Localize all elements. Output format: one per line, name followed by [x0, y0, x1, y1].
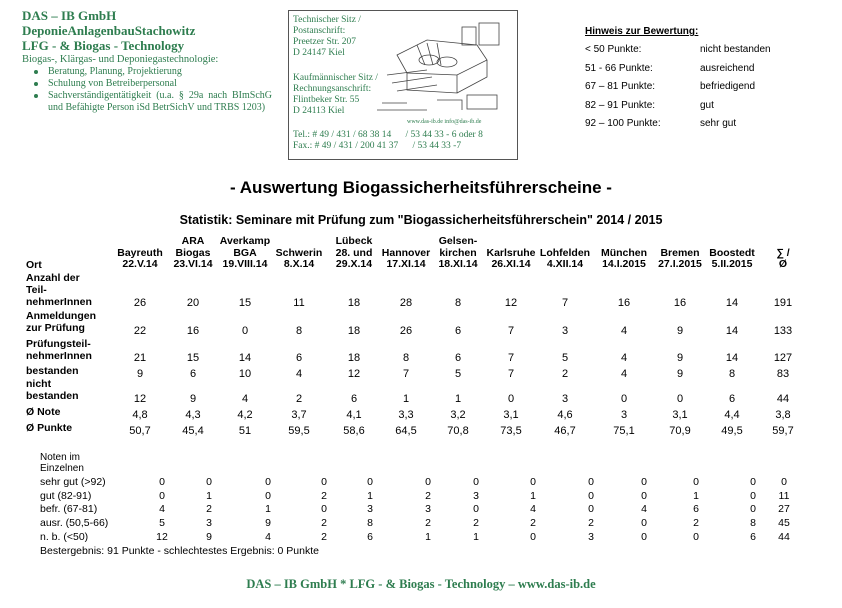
notes-cell: 0	[530, 531, 536, 543]
notes-cell: 12	[156, 531, 168, 543]
notes-cell: 0	[206, 476, 212, 488]
notes-cell: 1	[473, 531, 479, 543]
notes-cell: 0	[265, 476, 271, 488]
column-header-line: Gelsen-	[438, 235, 478, 247]
table-cell: 14	[238, 352, 252, 364]
notes-cell: 9	[265, 517, 271, 529]
table-cell: 6	[454, 325, 462, 337]
column-header-line: Lübeck	[335, 235, 373, 247]
table-cell: 50,7	[129, 425, 151, 437]
address-line: Technischer Sitz /	[293, 15, 361, 25]
table-cell: 8	[402, 352, 410, 364]
table-cell: 4	[241, 393, 249, 405]
column-header-line: 18.XI.14	[438, 258, 478, 270]
row-label-line: Anzahl der	[26, 272, 80, 284]
column-header	[753, 236, 813, 271]
address-line: Postanschrift:	[293, 26, 346, 36]
technical-address	[293, 15, 361, 59]
column-header-line	[481, 236, 541, 248]
notes-row-label: gut (82-91)	[40, 490, 92, 502]
table-cell: 59,5	[288, 425, 310, 437]
notes-cell: 0	[693, 531, 699, 543]
column-header-line: München	[600, 246, 648, 259]
table-cell: 9	[676, 368, 684, 380]
notes-cell: 27	[778, 503, 790, 515]
row-label-line: zur Prüfung	[26, 322, 85, 334]
table-cell: 44	[776, 393, 790, 405]
column-header-line: 27.I.2015	[658, 258, 702, 270]
notes-cell: 3	[588, 531, 594, 543]
column-header	[650, 236, 710, 271]
column-header-line: Biogas	[175, 246, 211, 259]
column-header-line	[269, 236, 329, 248]
column-header-line: Boostedt	[709, 246, 755, 259]
notes-cell: 0	[367, 476, 373, 488]
column-header-line: 17.XI.14	[386, 258, 426, 270]
service-item: Beratung, Planung, Projektierung	[48, 66, 272, 78]
table-cell: 4,2	[237, 409, 253, 421]
table-cell: 2	[561, 368, 569, 380]
notes-header-line: Noten im	[40, 452, 81, 463]
table-cell: 46,7	[554, 425, 576, 437]
table-cell: 12	[504, 297, 518, 309]
table-cell: 64,5	[395, 425, 417, 437]
notes-cell: 0	[530, 476, 536, 488]
table-cell: 8	[728, 368, 736, 380]
table-cell: 3,1	[503, 409, 519, 421]
notes-cell: 0	[265, 490, 271, 502]
row-label-line: Teil-	[26, 284, 47, 296]
notes-cell: 1	[693, 490, 699, 502]
notes-header	[40, 452, 84, 474]
legend-row	[585, 62, 755, 82]
table-cell: 3	[561, 393, 569, 405]
row-label	[26, 310, 96, 334]
table-cell: 14	[725, 352, 739, 364]
table-cell: 45,4	[182, 425, 204, 437]
table-cell: 5	[561, 352, 569, 364]
table-cell: 22	[133, 325, 147, 337]
table-cell: 4,3	[185, 409, 201, 421]
table-cell: 0	[676, 393, 684, 405]
notes-cell: 9	[206, 531, 212, 543]
notes-row-label: befr. (67-81)	[40, 503, 98, 515]
column-header-line: Bremen	[660, 246, 700, 259]
notes-cell: 4	[159, 503, 165, 515]
table-cell: 7	[507, 352, 515, 364]
notes-cell: 6	[693, 503, 699, 515]
notes-cell: 6	[367, 531, 373, 543]
table-cell: 70,9	[669, 425, 691, 437]
column-header-line	[376, 236, 436, 248]
legend-row	[585, 118, 737, 137]
notes-row-label: sehr gut (>92)	[40, 476, 106, 488]
table-cell: 12	[133, 393, 147, 405]
table-cell: 9	[676, 325, 684, 337]
row-label-line: nehmerInnen	[26, 350, 92, 362]
table-cell: 6	[350, 393, 358, 405]
notes-cell: 4	[641, 503, 647, 515]
column-header	[376, 236, 436, 271]
row-label-line: nehmerInnen	[26, 296, 92, 308]
biogas-plant-illustration	[367, 15, 512, 127]
column-header-line: 28. und	[335, 246, 373, 259]
row-label	[26, 338, 92, 362]
commercial-address	[293, 73, 378, 117]
table-cell: 8	[454, 297, 462, 309]
address-line: Flintbeker Str. 55	[293, 95, 360, 105]
column-header	[269, 236, 329, 271]
table-cell: 16	[673, 297, 687, 309]
table-cell: 191	[773, 297, 793, 309]
notes-cell: 1	[425, 531, 431, 543]
row-label-line: Ø Note	[26, 406, 61, 418]
row-label-line: Anmeldungen	[26, 310, 96, 322]
notes-cell: 0	[159, 490, 165, 502]
column-header-line: 19.VIII.14	[222, 258, 268, 270]
table-cell: 4,4	[724, 409, 740, 421]
row-label-line: bestanden	[26, 390, 79, 402]
table-cell: 8	[295, 325, 303, 337]
address-line: Kaufmännischer Sitz /	[293, 73, 378, 83]
column-header-line: 5.II.2015	[711, 258, 753, 270]
table-cell: 12	[347, 368, 361, 380]
column-header-line: Ø	[778, 258, 788, 270]
column-header-line	[753, 236, 813, 248]
table-cell: 3,8	[775, 409, 791, 421]
table-cell: 127	[773, 352, 793, 364]
table-cell: 3	[561, 325, 569, 337]
notes-cell: 1	[530, 490, 536, 502]
table-cell: 7	[507, 368, 515, 380]
table-cell: 7	[402, 368, 410, 380]
footer: DAS – IB GmbH * LFG - & Biogas - Technology – www.das-ib.de	[246, 577, 596, 591]
table-cell: 2	[295, 393, 303, 405]
table-cell: 73,5	[500, 425, 522, 437]
table-cell: 21	[133, 352, 147, 364]
table-cell: 7	[507, 325, 515, 337]
table-cell: 6	[295, 352, 303, 364]
table-cell: 26	[399, 325, 413, 337]
column-header	[324, 236, 384, 271]
column-header	[428, 236, 488, 271]
company-techline: Biogas-, Klärgas- und Deponiegastechnologie:	[22, 54, 219, 65]
ort-label: Ort	[26, 259, 42, 271]
legend-row	[585, 44, 771, 63]
table-cell: 3,2	[450, 409, 466, 421]
row-label	[26, 365, 79, 377]
address-line: D 24147 Kiel	[293, 48, 345, 58]
column-header-line: Schwerin	[275, 246, 323, 259]
company-name-3: LFG - & Biogas - Technology	[22, 38, 185, 53]
table-cell: 9	[136, 368, 144, 380]
legend-label: ausreichend	[700, 62, 755, 74]
notes-cell: 0	[641, 490, 647, 502]
table-cell: 59,7	[772, 425, 794, 437]
legend-range: 67 – 81 Punkte:	[585, 81, 656, 92]
table-cell: 5	[454, 368, 462, 380]
table-cell: 4	[620, 352, 628, 364]
page-subtitle: Statistik: Seminare mit Prüfung zum "Biogassicherheitsführerschein" 2014 / 2015	[179, 213, 663, 227]
column-header-line	[535, 236, 595, 248]
row-label-line: Prüfungsteil-	[26, 338, 91, 350]
table-cell: 9	[676, 352, 684, 364]
notes-cell: 45	[778, 517, 790, 529]
table-cell: 3,3	[398, 409, 414, 421]
table-cell: 28	[399, 297, 413, 309]
tel-line: Tel.: # 49 / 431 / 68 38 14 / 53 44 33 - 6 oder 8	[293, 130, 483, 140]
column-header-line: ∑ /	[776, 246, 790, 259]
table-cell: 1	[402, 393, 410, 405]
legend-title: Hinweis zur Bewertung:	[585, 26, 699, 37]
notes-cell: 0	[588, 490, 594, 502]
table-cell: 4,1	[346, 409, 362, 421]
legend-range: 82 – 91 Punkte:	[585, 99, 656, 111]
column-header	[594, 236, 654, 271]
notes-cell: 1	[367, 490, 373, 502]
table-cell: 4	[620, 368, 628, 380]
legend-row	[585, 99, 714, 119]
address-line: D 24113 Kiel	[293, 106, 345, 116]
column-header	[110, 236, 170, 271]
notes-cell: 3	[367, 503, 373, 515]
row-label-line: bestanden	[26, 365, 79, 377]
column-header-line: 22.V.14	[122, 258, 158, 270]
notes-cell: 0	[781, 476, 787, 488]
table-cell: 4,8	[132, 409, 148, 421]
notes-cell: 2	[206, 503, 212, 515]
legend-label: gut	[700, 99, 714, 111]
table-cell: 4,6	[557, 409, 573, 421]
notes-cell: 1	[206, 490, 212, 502]
column-header-line: BGA	[233, 246, 257, 259]
notes-cell: 2	[530, 517, 536, 529]
notes-cell: 3	[425, 503, 431, 515]
grading-legend	[585, 26, 771, 137]
column-header-line	[110, 236, 170, 248]
table-cell: 16	[186, 325, 200, 337]
notes-cell: 2	[425, 490, 431, 502]
best-result: Bestergebnis: 91 Punkte - schlechtestes Ergebnis: 0 Punkte	[40, 545, 319, 557]
table-cell: 18	[347, 325, 361, 337]
notes-cell: 8	[750, 517, 756, 529]
notes-cell: 0	[159, 476, 165, 488]
notes-cell: 0	[321, 503, 327, 515]
table-cell: 0	[507, 393, 515, 405]
table-cell: 26	[133, 297, 147, 309]
table-cell: 6	[728, 393, 736, 405]
notes-cell: 0	[425, 476, 431, 488]
row-label	[26, 406, 60, 418]
notes-cell: 2	[321, 531, 327, 543]
row-label	[26, 378, 79, 402]
notes-row-label: ausr. (50,5-66)	[40, 517, 109, 529]
legend-label: befriedigend	[700, 81, 756, 92]
notes-cell: 2	[693, 517, 699, 529]
table-cell: 15	[186, 352, 200, 364]
page-title: - Auswertung Biogassicherheitsführerscheine -	[230, 178, 612, 197]
legend-label: sehr gut	[700, 118, 737, 129]
fax-line: Fax.: # 49 / 431 / 200 41 37 / 53 44 33 -7	[293, 141, 462, 151]
table-cell: 3,1	[672, 409, 688, 421]
row-label-line: nicht	[26, 378, 52, 390]
table-cell: 7	[561, 297, 569, 309]
table-cell: 10	[238, 368, 252, 380]
column-header-line: Bayreuth	[117, 246, 163, 259]
notes-cell: 0	[750, 490, 756, 502]
table-cell: 9	[189, 393, 197, 405]
table-cell: 51	[238, 425, 252, 437]
table-cell: 11	[293, 297, 305, 309]
table-cell: 6	[189, 368, 197, 380]
column-header-line: Hannover	[381, 246, 431, 259]
column-header	[535, 236, 595, 271]
notes-header-line: Einzelnen	[40, 463, 84, 474]
table-cell: 4	[295, 368, 303, 380]
service-item: Schulung von Betreiberpersonal	[48, 78, 272, 90]
column-header-line: 4.XII.14	[546, 258, 584, 270]
table-cell: 83	[776, 368, 790, 380]
table-cell: 14	[725, 325, 739, 337]
notes-cell: 0	[750, 503, 756, 515]
notes-cell: 4	[530, 503, 536, 515]
services-list	[22, 66, 272, 114]
column-header-line: 23.VI.14	[173, 258, 213, 270]
notes-cell: 0	[473, 476, 479, 488]
phone-fax	[293, 130, 483, 152]
column-header-line: Lohfelden	[539, 246, 591, 259]
column-header-line	[594, 236, 654, 248]
notes-row-label: n. b. (<50)	[40, 531, 89, 543]
notes-cell: 4	[265, 531, 271, 543]
table-cell: 70,8	[447, 425, 469, 437]
table-cell: 15	[238, 297, 252, 309]
notes-cell: 2	[425, 517, 431, 529]
address-line: Preetzer Str. 207	[293, 37, 357, 47]
address-line: Rechnungsanschrift:	[293, 84, 372, 94]
notes-cell: 2	[473, 517, 479, 529]
table-cell: 18	[347, 352, 361, 364]
notes-cell: 44	[778, 531, 790, 543]
table-cell: 0	[241, 325, 249, 337]
table-cell: 20	[186, 297, 200, 309]
legend-label: nicht bestanden	[700, 44, 771, 55]
table-cell: 1	[454, 393, 462, 405]
table-cell: 3,7	[291, 409, 307, 421]
table-cell: 4	[620, 325, 628, 337]
notes-cell: 3	[206, 517, 212, 529]
column-header-line: 8.X.14	[283, 258, 315, 270]
notes-cell: 2	[588, 517, 594, 529]
row-label-line: Ø Punkte	[26, 422, 73, 434]
table-cell: 6	[454, 352, 462, 364]
table-cell: 16	[617, 297, 631, 309]
table-cell: 18	[347, 297, 361, 309]
notes-cell: 2	[321, 517, 327, 529]
table-cell: 75,1	[613, 425, 635, 437]
table-cell: 133	[773, 325, 793, 337]
row-label	[26, 272, 92, 308]
notes-cell: 1	[265, 503, 271, 515]
notes-cell: 0	[750, 476, 756, 488]
notes-cell: 6	[750, 531, 756, 543]
service-item: Sachverständigentätigkeit (u.a. § 29a nach BImSchG und Befähigte Person iSd BetrSichV und TRBS 1203)	[48, 90, 272, 113]
column-header-line: kirchen	[439, 246, 477, 259]
notes-cell: 3	[473, 490, 479, 502]
table-cell: 3	[620, 409, 628, 421]
table-cell: 49,5	[721, 425, 743, 437]
column-header-line: Averkamp	[219, 235, 271, 247]
column-header	[481, 236, 541, 271]
column-header-line: ARA	[181, 235, 205, 247]
row-label	[26, 422, 72, 434]
legend-range: < 50 Punkte:	[585, 44, 642, 55]
image-caption: www.das-ib.de info@das-ib.de	[407, 119, 482, 125]
column-header-line	[650, 236, 710, 248]
company-name-2: DeponieAnlagenbauStachowitz	[22, 23, 196, 38]
notes-cell: 0	[588, 503, 594, 515]
column-header-line: 26.XI.14	[491, 258, 531, 270]
notes-cell: 11	[778, 490, 790, 502]
notes-cell: 0	[588, 476, 594, 488]
notes-cell: 8	[367, 517, 373, 529]
notes-cell: 0	[641, 517, 647, 529]
company-block	[22, 8, 272, 114]
address-box	[288, 10, 518, 160]
legend-range: 51 - 66 Punkte:	[585, 62, 653, 74]
table-cell: 14	[725, 297, 739, 309]
table-cell: 58,6	[343, 425, 365, 437]
notes-cell: 5	[159, 517, 165, 529]
company-name-1: DAS – IB GmbH	[22, 8, 117, 23]
column-header-line: 29.X.14	[335, 258, 373, 270]
legend-row	[585, 81, 756, 100]
notes-cell: 0	[693, 476, 699, 488]
legend-range: 92 – 100 Punkte:	[585, 118, 661, 129]
column-header-line: 14.I.2015	[602, 258, 646, 270]
notes-cell: 0	[641, 531, 647, 543]
column-header	[215, 236, 275, 271]
notes-cell: 0	[321, 476, 327, 488]
notes-cell: 0	[641, 476, 647, 488]
table-cell: 0	[620, 393, 628, 405]
column-header-line: Karlsruhe	[486, 246, 536, 259]
notes-cell: 0	[473, 503, 479, 515]
column-header	[163, 236, 223, 271]
notes-cell: 2	[321, 490, 327, 502]
